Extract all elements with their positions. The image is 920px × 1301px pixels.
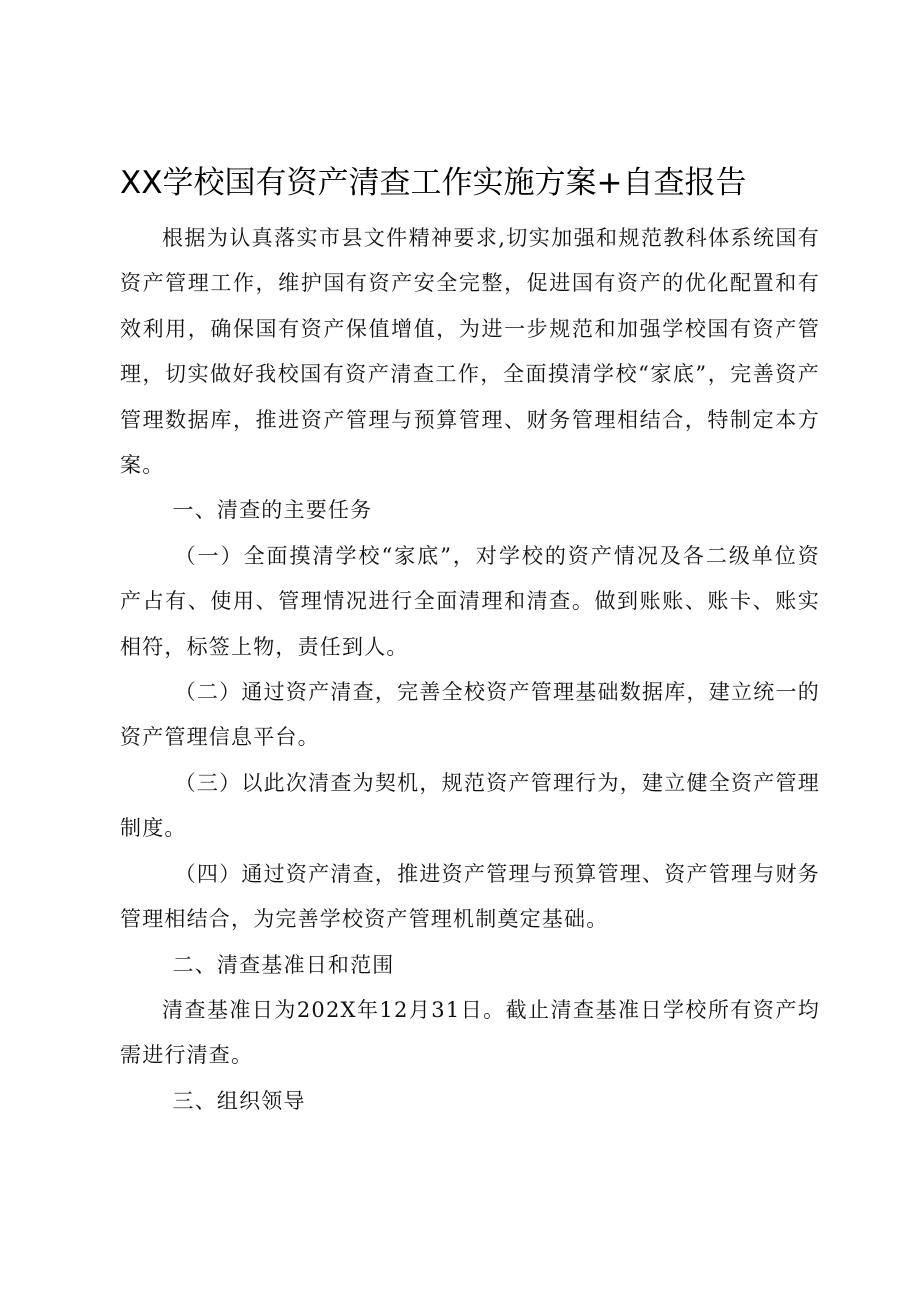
date-scope-paragraph: 清查基准日为202X年12月31日。截止清查基准日学校所有资产均需进行清查。 [120,997,820,1068]
intro-paragraph: 根据为认真落实市县文件精神要求,切实加强和规范教科体系统国有资产管理工作，维护国有资产安全完整，促进国有资产的优化配置和有效利用，确保国有资产保值增值，为进一步规范和加强学校国有资产管理，切实做好我校国有资产清查工作，全面摸清学校“家底”，完善资产管理数据库，推进资产管理与预算管理、财务管理相结合，特制定本方案。 [120,226,820,478]
section-heading-date-scope: 二、清查基准日和范围 [172,952,395,977]
document-title: XX学校国有资产清查工作实施方案+自查报告 [120,165,747,201]
document-body [120,216,820,1124]
task-item-3: （三）以此次清查为契机，规范资产管理行为，建立健全资产管理制度。 [120,770,820,841]
task-item-1: （一）全面摸清学校“家底”，对学校的资产情况及各二级单位资产占有、使用、管理情况进行全面清理和清查。做到账账、账卡、账实相符，标签上物，责任到人。 [120,543,820,659]
section-heading-organization: 三、组织领导 [172,1088,306,1113]
section-heading-tasks: 一、清查的主要任务 [172,498,373,523]
task-item-4: （四）通过资产清查，推进资产管理与预算管理、资产管理与财务管理相结合，为完善学校资产管理机制奠定基础。 [120,861,820,932]
task-item-2: （二）通过资产清查，完善全校资产管理基础数据库，建立统一的资产管理信息平台。 [120,680,820,750]
